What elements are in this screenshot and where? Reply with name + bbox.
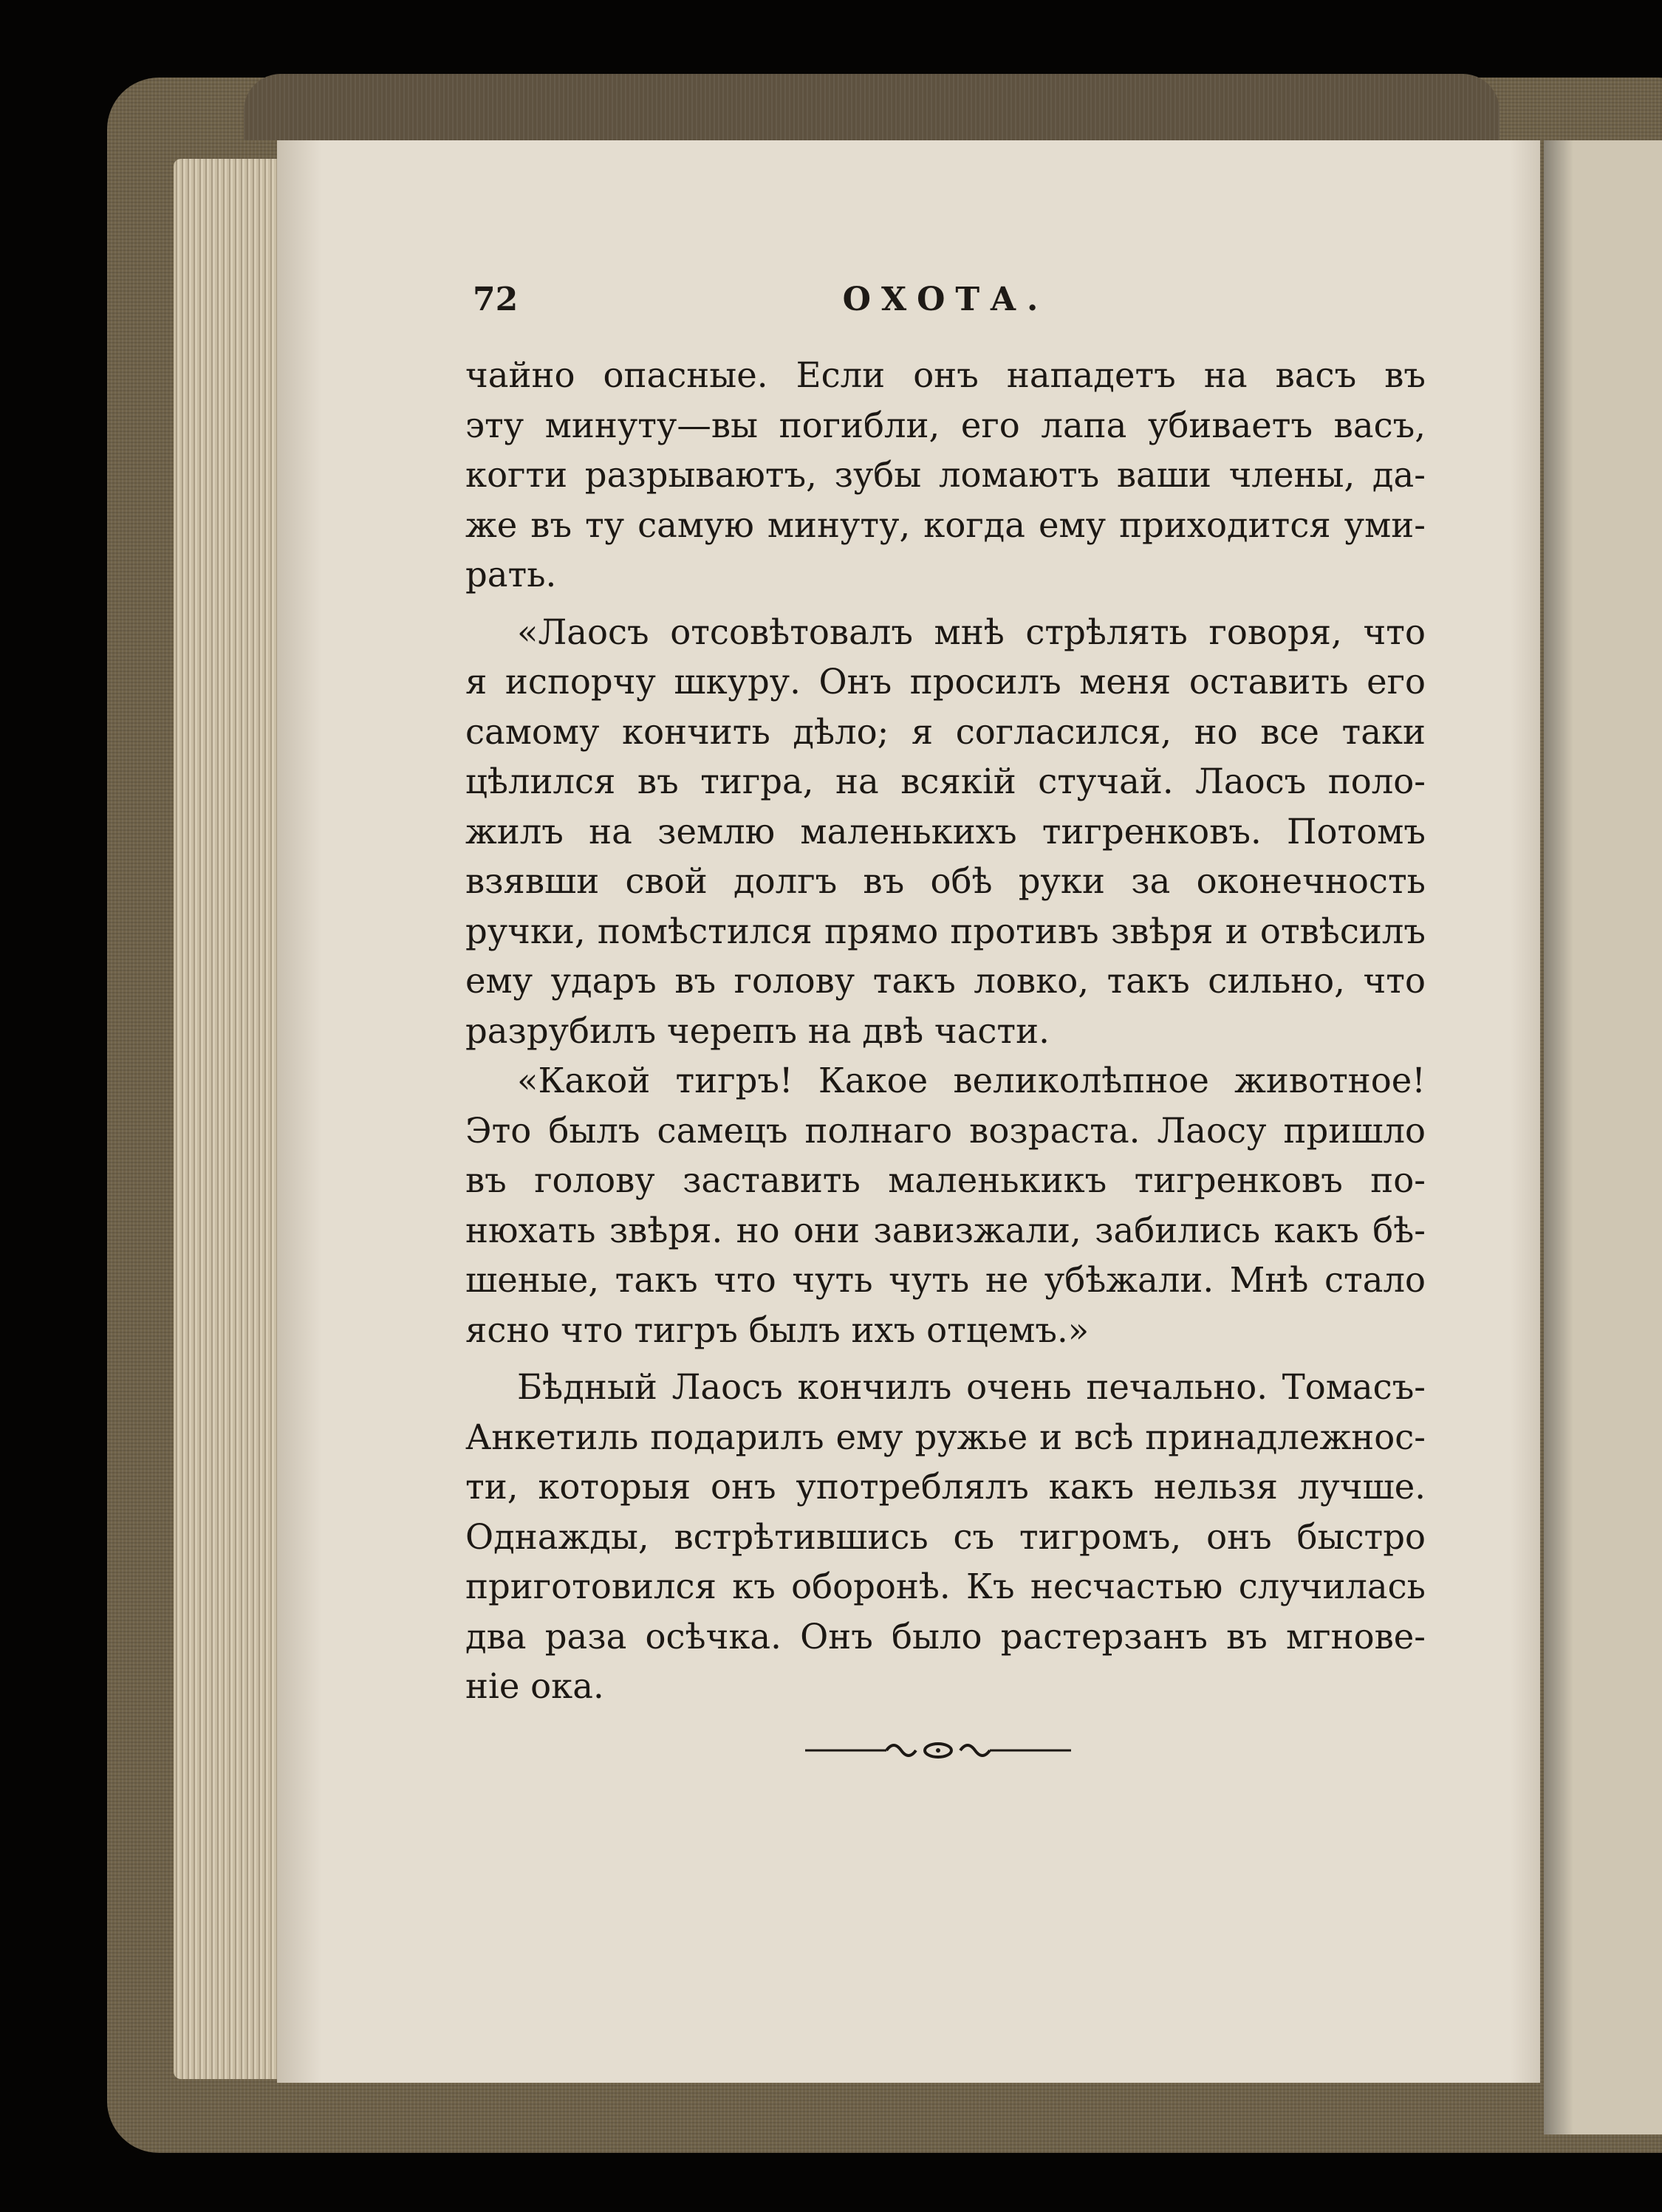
running-head: ОХОТА. bbox=[842, 281, 1049, 318]
page-header bbox=[473, 281, 1418, 325]
text-line: «Лаосъ отсовѣтовалъ мнѣ стрѣлять говоря, что bbox=[517, 612, 1426, 652]
text-line: въ голову заставить маленькикъ тигренковъ по- bbox=[465, 1160, 1426, 1200]
text-line: приготовился къ оборонѣ. Къ несчастью случилась bbox=[465, 1566, 1426, 1606]
flourish-tailpiece-icon bbox=[805, 1732, 1071, 1769]
text-line: нюхать звѣря. но они завизжали, забились какъ бѣ- bbox=[465, 1210, 1426, 1250]
text-line: рать. bbox=[465, 555, 557, 595]
text-line: Анкетиль подарилъ ему ружье и всѣ принадлежнос- bbox=[465, 1417, 1426, 1457]
text-line: Это былъ самецъ полнаго возраста. Лаосу пришло bbox=[465, 1110, 1426, 1151]
text-line: эту минуту—вы погибли, его лапа убиваетъ васъ, bbox=[465, 405, 1426, 445]
text-line: же въ ту самую минуту, когда ему приходится уми- bbox=[465, 504, 1426, 545]
body-text bbox=[465, 351, 1426, 1712]
book-cover-top-fold bbox=[244, 74, 1499, 140]
text-line: ему ударъ въ голову такъ ловко, такъ сильно, что bbox=[465, 961, 1426, 1001]
text-line: два раза осѣчка. Онъ было растерзанъ въ мгнове- bbox=[465, 1616, 1426, 1657]
text-line: взявши свой долгъ въ обѣ руки за оконечность bbox=[465, 861, 1426, 901]
text-line: ти, которыя онъ употреблялъ какъ нельзя лучше. bbox=[465, 1467, 1426, 1507]
text-line: цѣлился въ тигра, на всякій стучай. Лаосъ поло- bbox=[465, 761, 1426, 801]
text-line: Однажды, встрѣтившись съ тигромъ, онъ быстро bbox=[465, 1516, 1426, 1557]
text-line: я испорчу шкуру. Онъ просилъ меня оставить его bbox=[465, 662, 1426, 702]
text-line: Бѣдный Лаосъ кончилъ очень печально. Томасъ- bbox=[517, 1367, 1426, 1407]
text-line: ручки, помѣстился прямо противъ звѣря и отвѣсилъ bbox=[465, 911, 1426, 951]
text-line: ніе ока. bbox=[465, 1666, 604, 1706]
page-number: 72 bbox=[473, 281, 519, 318]
text-line: чайно опасные. Если онъ нападетъ на васъ въ bbox=[465, 355, 1426, 395]
text-line: шеные, такъ что чуть чуть не убѣжали. Мнѣ стало bbox=[465, 1260, 1426, 1300]
text-line: самому кончить дѣло; я согласился, но все таки bbox=[465, 711, 1426, 752]
text-line: жилъ на землю маленькихъ тигренковъ. Потомъ bbox=[465, 811, 1426, 852]
text-line: разрубилъ черепъ на двѣ части. bbox=[465, 1010, 1050, 1051]
text-line: когти разрываютъ, зубы ломаютъ ваши члены, да- bbox=[465, 455, 1426, 495]
text-line: ясно что тигръ былъ ихъ отцемъ.» bbox=[465, 1309, 1090, 1350]
next-page-edge bbox=[1544, 140, 1662, 2134]
text-line: «Какой тигръ! Какое великолѣпное животное! bbox=[517, 1061, 1426, 1100]
